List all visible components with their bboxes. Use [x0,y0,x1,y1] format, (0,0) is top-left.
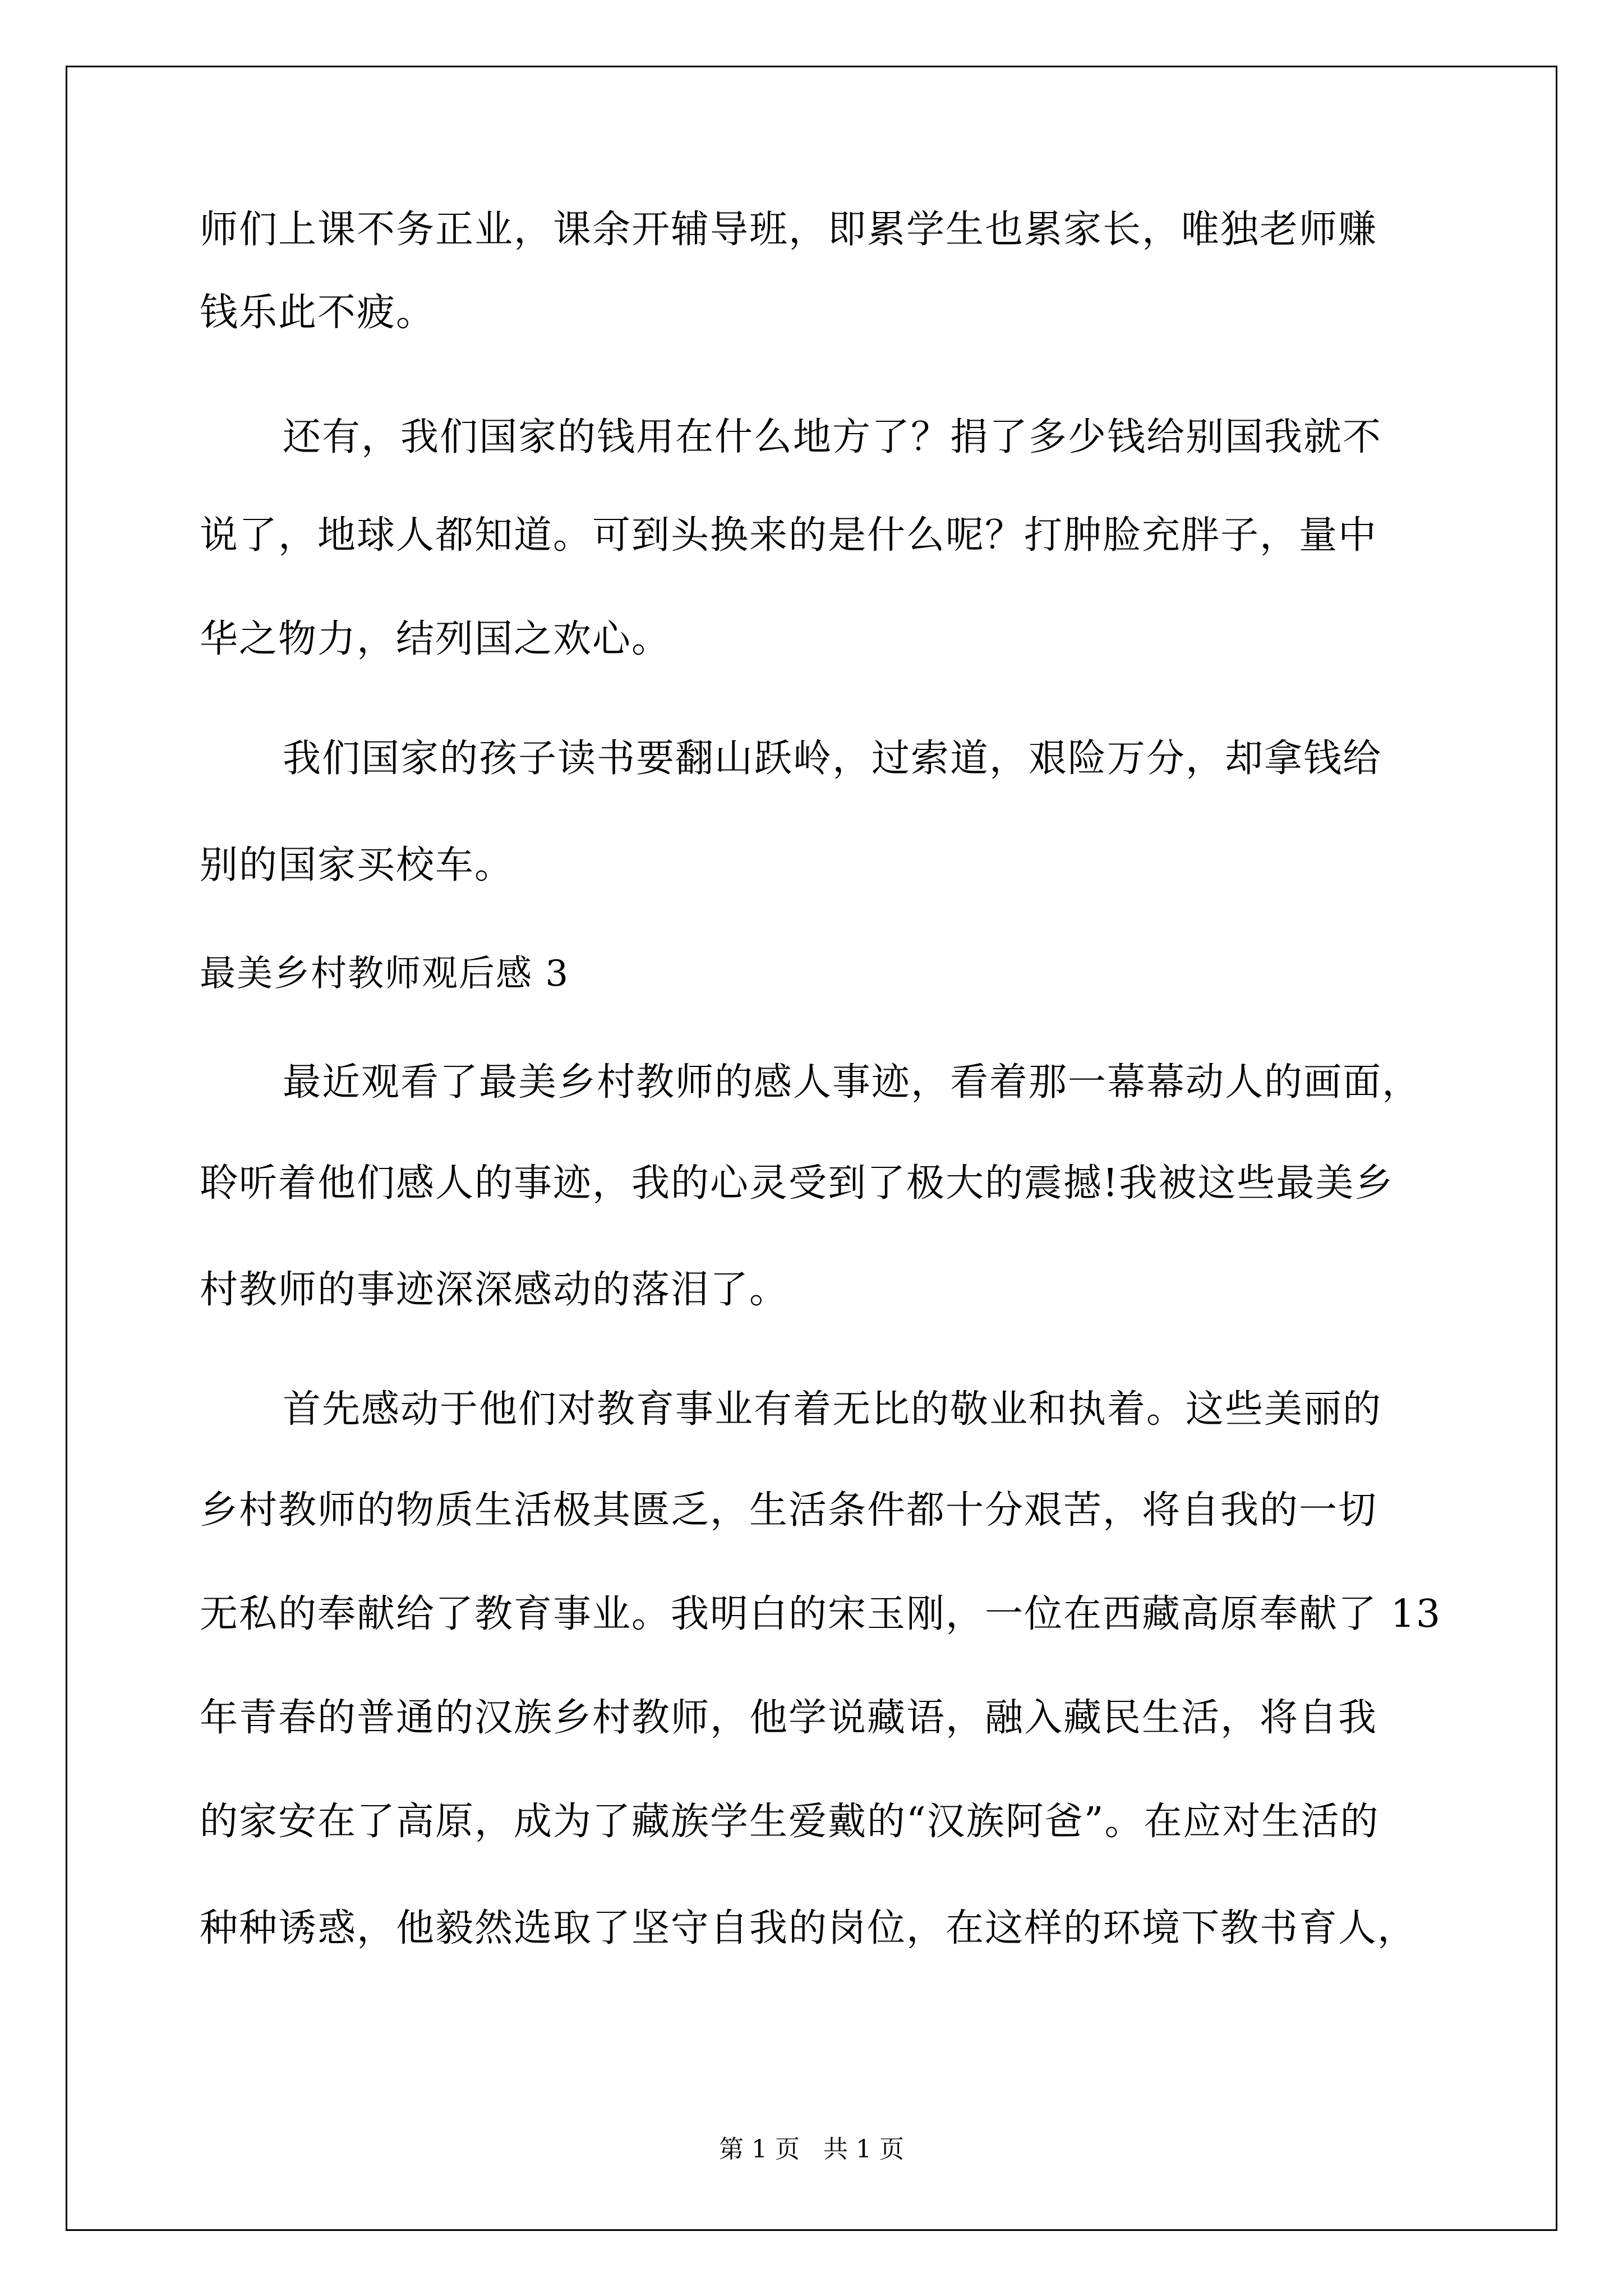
text-line: 聆听着他们感人的事迹，我的心灵受到了极大的震撼!我被这些最美乡 [200,1161,1394,1205]
section-heading: 最美乡村教师观后感 3 [200,953,570,995]
text-line: 别的国家买校车。 [200,843,514,887]
text-line: 年青春的普通的汉族乡村教师，他学说藏语，融入藏民生活，将自我 [200,1696,1378,1740]
page-number-footer: 第 1 页 共 1 页 [719,2135,904,2164]
text-line: 种种诱惑，他毅然选取了坚守自我的岗位，在这样的环境下教书育人， [200,1906,1417,1950]
text-line: 我们国家的孩子读书要翻山跃岭，过索道，艰险万分，却拿钱给 [283,737,1382,781]
text-line: 村教师的事迹深深感动的落泪了。 [200,1268,789,1312]
text-line: 无私的奉献给了教育事业。我明白的宋玉刚，一位在西藏高原奉献了 13 [200,1592,1442,1636]
text-line: 最近观看了最美乡村教师的感人事迹，看着那一幕幕动人的画面， [283,1060,1422,1105]
text-line: 师们上课不务正业，课余开辅导班，即累学生也累家长，唯独老师赚 [200,208,1378,252]
text-line: 还有，我们国家的钱用在什么地方了？捐了多少钱给别国我就不 [283,415,1382,459]
text-line: 华之物力，结列国之欢心。 [200,617,671,661]
text-line: 首先感动于他们对教育事业有着无比的敬业和执着。这些美丽的 [283,1387,1382,1432]
text-line: 乡村教师的物质生活极其匮乏，生活条件都十分艰苦，将自我的一切 [200,1488,1378,1533]
text-line: 的家安在了高原，成为了藏族学生爱戴的“汉族阿爸”。在应对生活的 [200,1800,1380,1844]
text-line: 说了，地球人都知道。可到头换来的是什么呢？打肿脸充胖子，量中 [200,513,1378,558]
text-line: 钱乐此不疲。 [200,291,436,335]
